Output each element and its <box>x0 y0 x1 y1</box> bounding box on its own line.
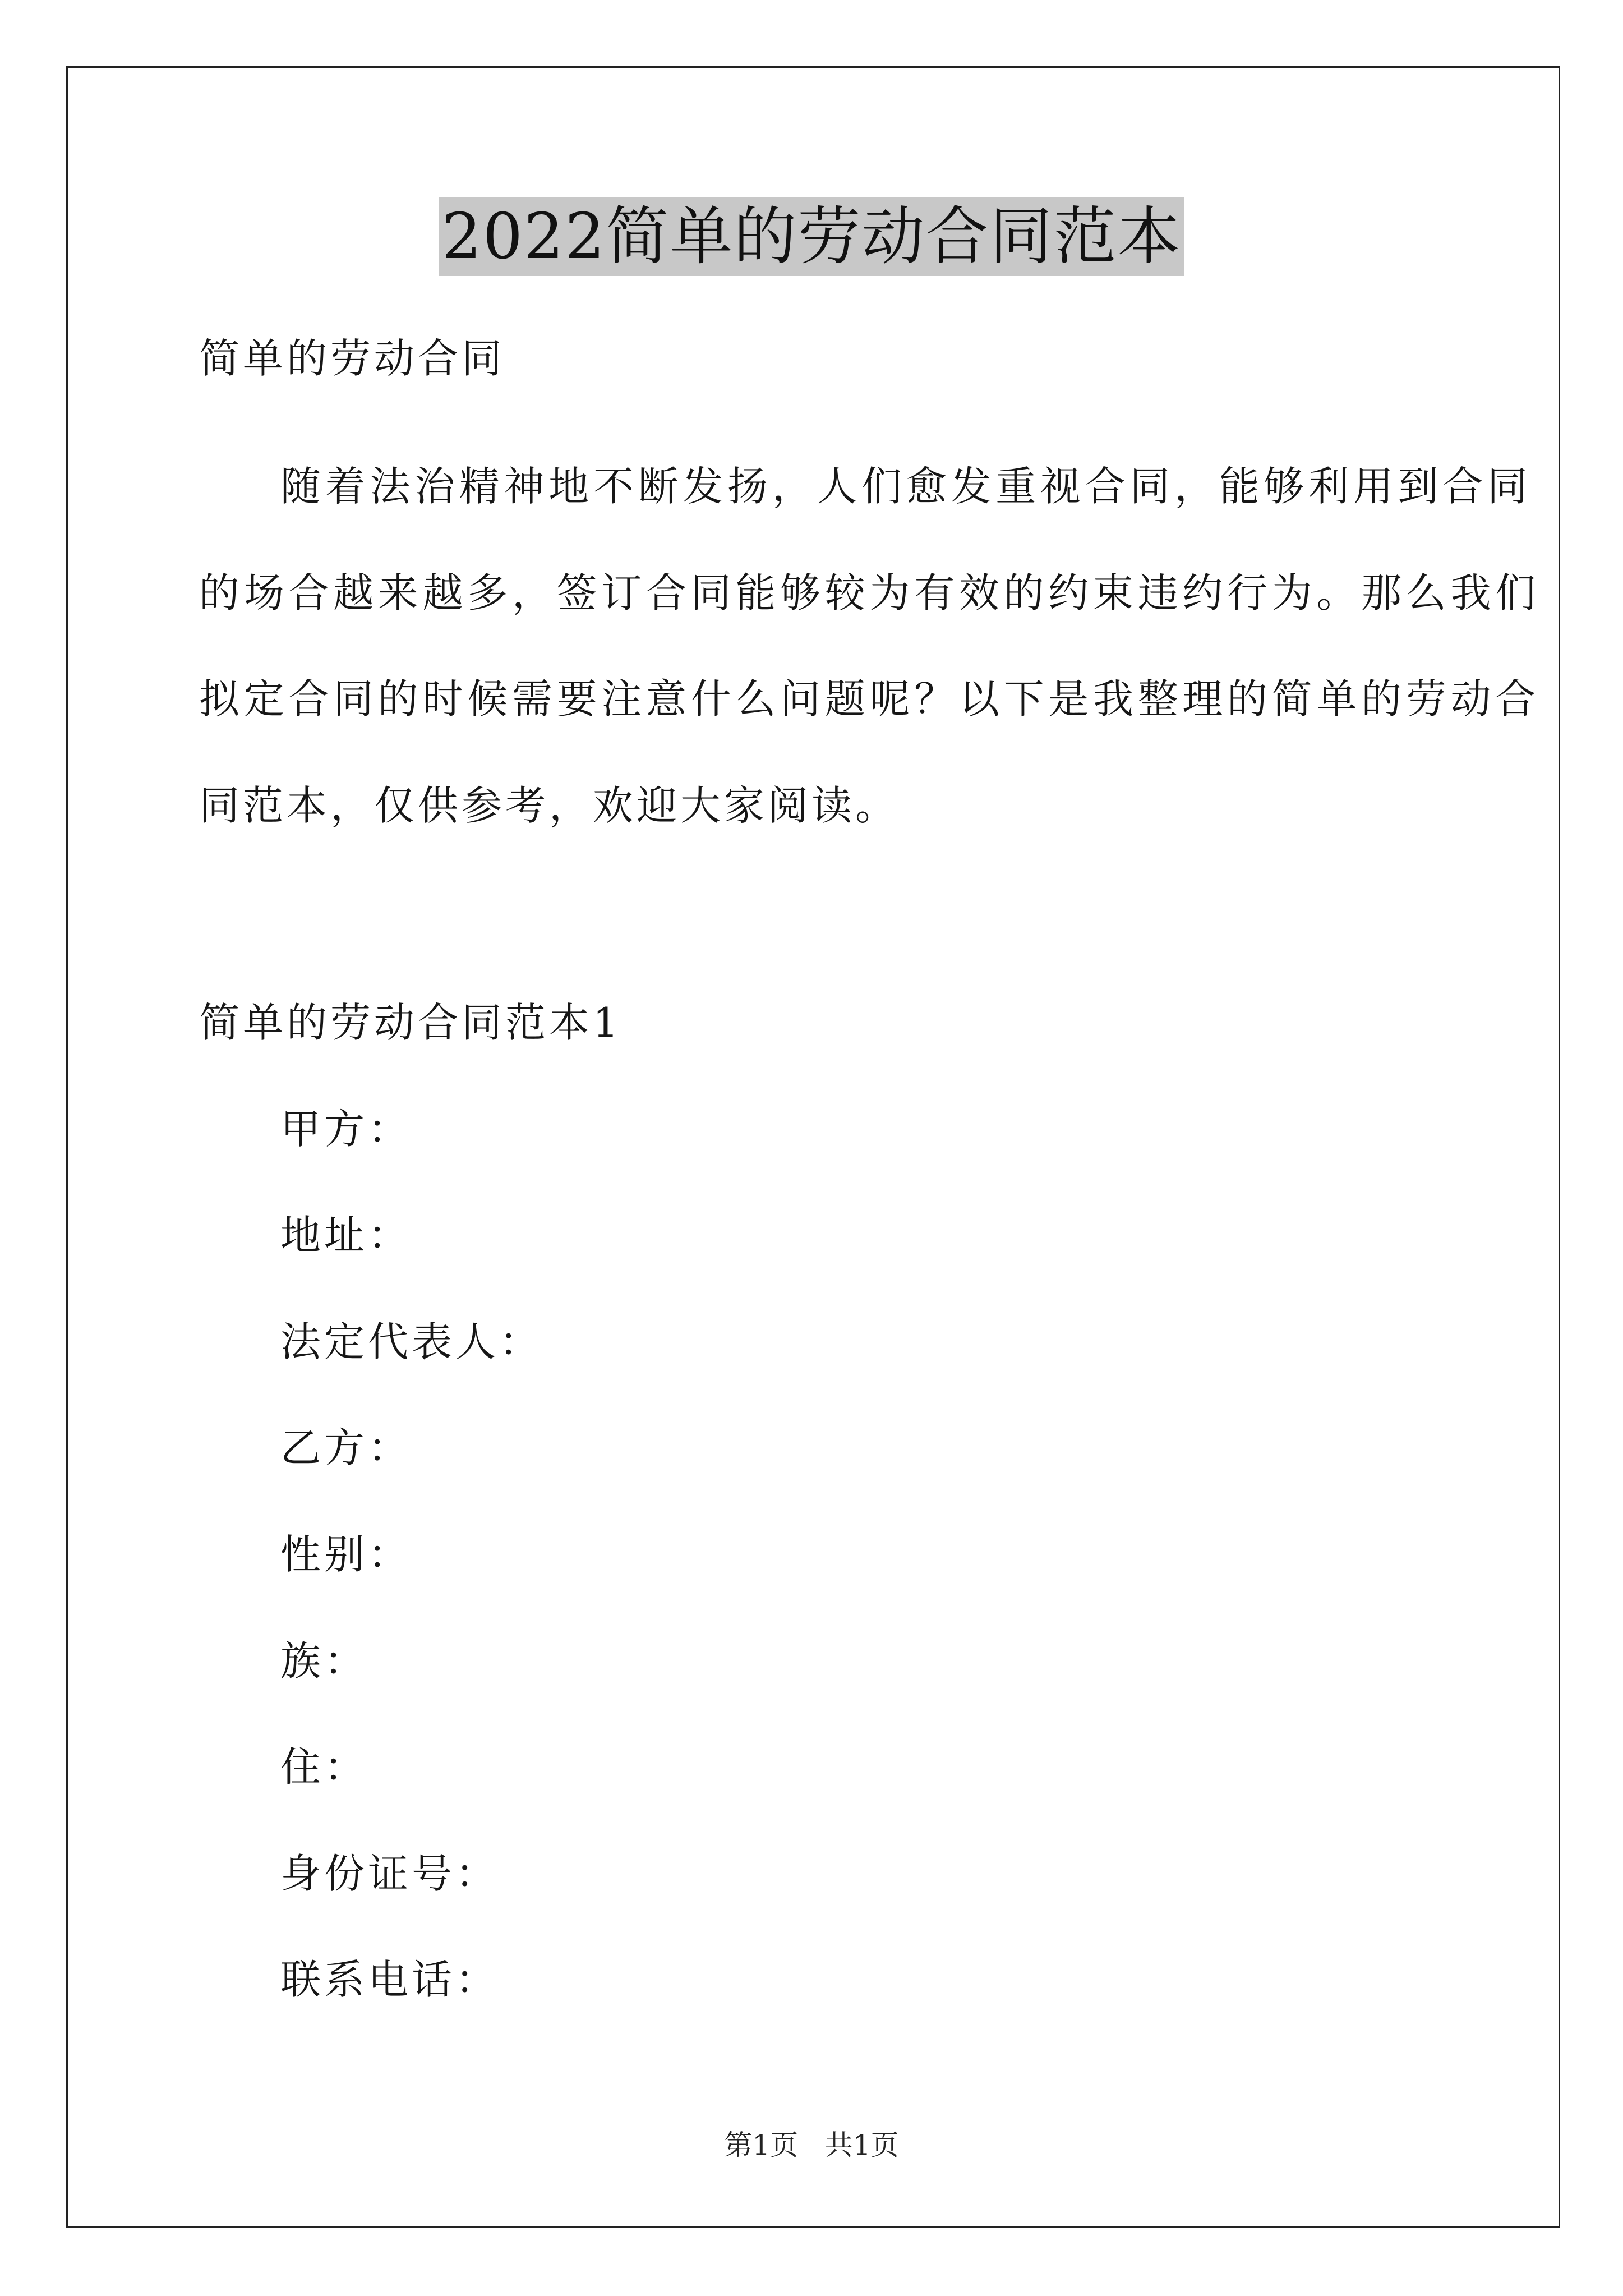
field-gender: 性别： <box>280 1531 412 1578</box>
intro-line-3: 拟定合同的时候需要注意什么问题呢？以下是我整理的简单的劳动合 <box>199 675 1541 723</box>
field-phone: 联系电话： <box>280 1956 500 2003</box>
field-party-a: 甲方： <box>280 1106 412 1153</box>
page-footer: 第1页 共1页 <box>724 2129 899 2161</box>
intro-line-2: 的场合越来越多，签订合同能够较为有效的约束违约行为。那么我们 <box>199 569 1541 616</box>
field-id-number: 身份证号： <box>280 1850 500 1897</box>
field-party-b: 乙方： <box>280 1424 412 1471</box>
title-container <box>0 197 1623 276</box>
field-legal-representative: 法定代表人： <box>280 1318 543 1365</box>
intro-line-4: 同范本，仅供参考，欢迎大家阅读。 <box>199 782 900 829</box>
document-title: 2022简单的劳动合同范本 <box>439 197 1183 276</box>
field-address: 地址： <box>280 1212 412 1259</box>
field-ethnicity: 族： <box>280 1637 368 1685</box>
field-residence: 住： <box>280 1743 368 1791</box>
section-heading: 简单的劳动合同范本1 <box>199 999 622 1046</box>
intro-line-1: 随着法治精神地不断发扬，人们愈发重视合同，能够利用到合同 <box>280 463 1532 510</box>
document-subtitle: 简单的劳动合同 <box>199 335 506 382</box>
